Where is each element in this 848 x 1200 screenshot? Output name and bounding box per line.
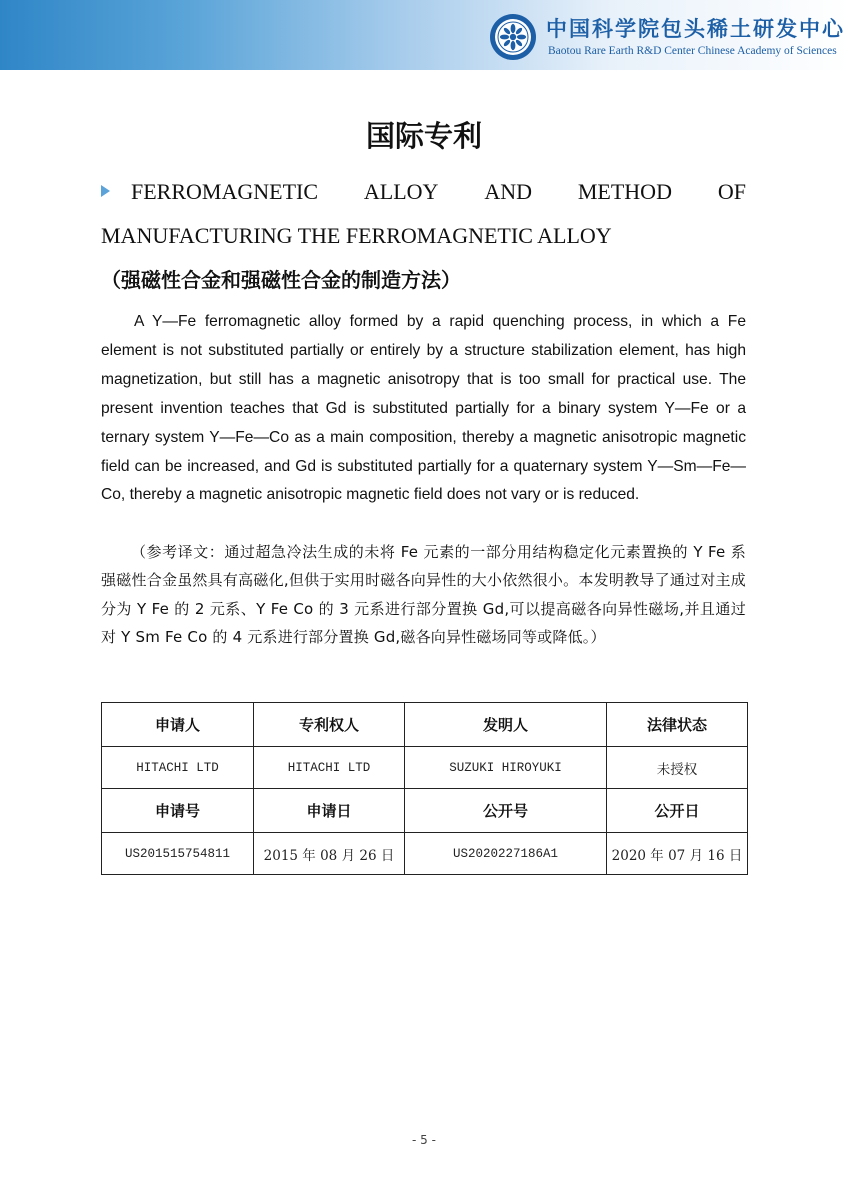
patent-title-en-line2: MANUFACTURING THE FERROMAGNETIC ALLOY bbox=[101, 223, 612, 248]
bullet-triangle-icon bbox=[101, 185, 110, 197]
header-inventor: 发明人 bbox=[405, 703, 607, 747]
org-name-cn: 中国科学院包头稀土研发中心 bbox=[546, 16, 845, 41]
header-application-date: 申请日 bbox=[254, 789, 405, 833]
value-application-date: 2015 年 08 月 26 日 bbox=[254, 833, 405, 875]
table-header-row bbox=[102, 703, 748, 747]
patent-title-en-line1 bbox=[131, 179, 746, 205]
table-header-row bbox=[102, 789, 748, 833]
title-word: FERROMAGNETIC bbox=[131, 179, 319, 204]
abstract-cn: （参考译文：通过超急冷法生成的未将 Fe 元素的一部分用结构稳定化元素置换的 Y Fe 系强磁性合金虽然具有高磁化,但供于实用时磁各向异性的大小依然很小。本发明教导了通过对主成分为 Y Fe 的 2 元系、Y Fe Co 的 3 元系进行部分置换 Gd,可以提高磁各向异性磁场,并且通过对 Y Sm Fe Co 的 4 元系进行部分置换 Gd,磁各向异性磁场同等或降低。） bbox=[101, 543, 746, 647]
header-application-number: 申请号 bbox=[102, 789, 254, 833]
value-legal-status: 未授权 bbox=[607, 747, 748, 789]
org-name-en: Baotou Rare Earth R&D Center Chinese Academy of Sciences bbox=[548, 45, 837, 57]
value-publication-number: US2020227186A1 bbox=[405, 833, 607, 875]
value-patentee: HITACHI LTD bbox=[254, 747, 405, 789]
title-word: ALLOY bbox=[363, 179, 439, 204]
table-value-row bbox=[102, 747, 748, 789]
header-publication-number: 公开号 bbox=[405, 789, 607, 833]
value-application-number: US201515754811 bbox=[102, 833, 254, 875]
header-patentee: 专利权人 bbox=[254, 703, 405, 747]
title-word: AND bbox=[484, 179, 532, 204]
value-publication-date: 2020 年 07 月 16 日 bbox=[607, 833, 748, 875]
page-number: - 5 - bbox=[412, 1133, 436, 1147]
header-applicant: 申请人 bbox=[102, 703, 254, 747]
table-value-row bbox=[102, 833, 748, 875]
value-inventor: SUZUKI HIROYUKI bbox=[405, 747, 607, 789]
title-word: OF bbox=[717, 179, 746, 204]
title-word: METHOD bbox=[577, 179, 672, 204]
abstract-en: A Y—Fe ferromagnetic alloy formed by a rapid quenching process, in which a Fe element is not substituted partially or entirely by a structure stabilization element, has high magnetization, but still has a magnetic anisotropy that is too small for practical use. The present invention teaches that Gd is substituted partially for a binary system Y—Fe or a ternary system Y—Fe—Co as a main composition, thereby a magnetic anisotropic magnetic field can be increased, and Gd is substituted partially for a quaternary system Y—Sm—Fe—Co, thereby a magnetic anisotropic magnetic field does not vary or is reduced. bbox=[101, 313, 746, 504]
patent-title-cn: （强磁性合金和强磁性合金的制造方法） bbox=[101, 268, 461, 292]
value-applicant: HITACHI LTD bbox=[102, 747, 254, 789]
patent-info-table bbox=[101, 702, 748, 875]
header-publication-date: 公开日 bbox=[607, 789, 748, 833]
header-legal-status: 法律状态 bbox=[607, 703, 748, 747]
page-title: 国际专利 bbox=[365, 119, 482, 153]
cas-seal-icon bbox=[489, 13, 537, 61]
